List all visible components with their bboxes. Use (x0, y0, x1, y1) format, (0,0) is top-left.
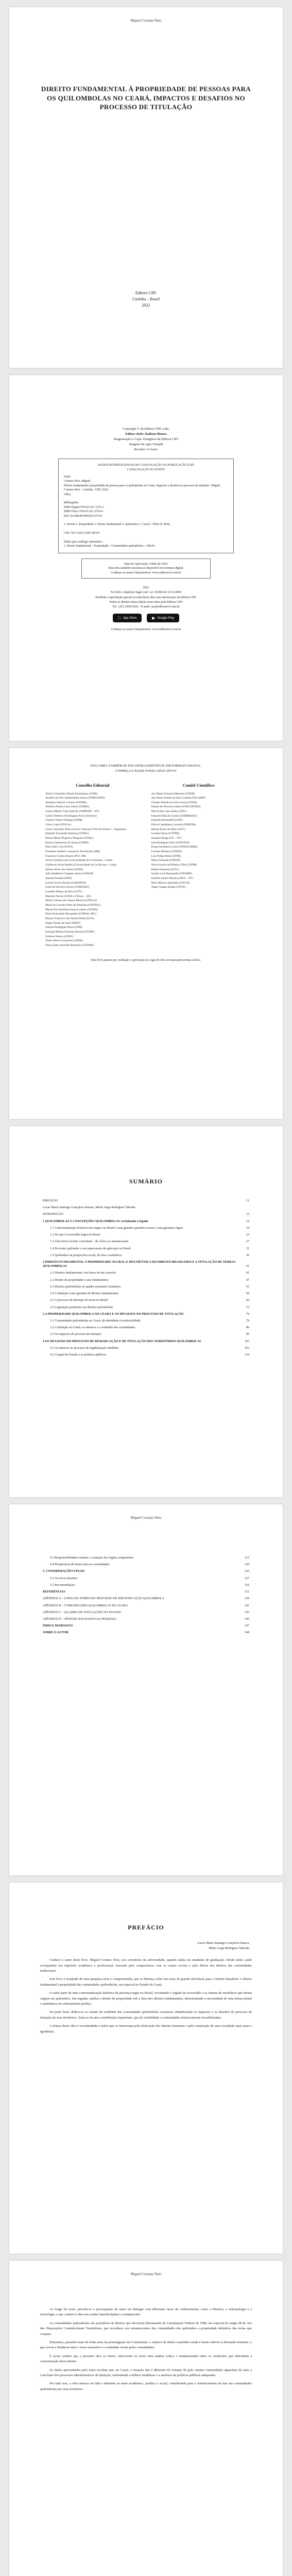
toc-entry-title: 3.3 Os impactos do processo de titulação (50, 1333, 101, 1336)
scientific-committee-heading: Comitê Científico: (182, 783, 215, 788)
peer-review-note: Este livro passou por avaliação e aprovação às cegas de dois ou mais pareceristas ad hoc. (91, 959, 201, 962)
toc-entry-page: 145 (244, 1617, 249, 1621)
editorial-member: Maria Cristina dos Santos Bezerra (UFSCar) (45, 899, 97, 903)
paragraph: Entretanto, passados mais de trinta anos da promulgação da Constituição, o número de títulos expedidos ainda é muito inferior à demanda existente, o que revela a distância entre o texto normativo e a realidade vivida pelas comunidades. (40, 2340, 252, 2350)
council-columns (45, 783, 247, 948)
toc-entry-title: PREFÁCIO (43, 1199, 58, 1202)
editorial-member: Gloria Fariñas León (Universidade de La Havana – Cuba) (45, 859, 112, 862)
scientific-member: Sandro Luiz Bazzanella (UNIARP) (151, 872, 192, 876)
toc-entry-title: 1.2 Do que é escravidão negra no Brasil (50, 1233, 100, 1237)
toc-entry[interactable] (43, 1298, 249, 1302)
toc-entry-page: 41 (246, 1272, 249, 1275)
toc-entry-title: 4.4 Perspectivas de futuro para as comunidades (50, 1563, 110, 1567)
toc-entry-title: 1.1 Contextualização histórica dos negros no Brasil e suas grandes questões sociais e suas garantias legais (50, 1226, 183, 1230)
contact-line: Conheça os nossos lançamentos: www.editoracrv.com.br (111, 628, 181, 632)
toc-entry-page: 27 (246, 1240, 249, 1244)
toc-entry-title: 5.2 Recomendações (50, 1583, 75, 1587)
toc-entry[interactable] (43, 1353, 249, 1357)
toc-entry-title: 4.3 Responsabilidades estatais e a atuação dos órgãos competentes (50, 1556, 134, 1560)
scientific-member: Oscar Soares de Pinheiro Filho (UFPR) (151, 863, 197, 867)
toc-entry-title: APÊNDICE A – LINHA DO TEMPO DO PROCESSO DE IDENTIFICAÇÃO QUILOMBOLA (43, 1597, 164, 1601)
toc-list-continued (43, 1556, 249, 1635)
editorial-member: Jailson Alves dos Santos (UFRJ) (45, 868, 83, 871)
toc-entry-title: 2.6 Legislação pertinente aos direitos quilombolas (50, 1306, 113, 1309)
scientific-member: Eduardo Biacchi Gomes (UNIBRASIL) (151, 814, 198, 818)
scientific-member: Deivid Alex dos Santos (UEL) (151, 810, 187, 814)
toc-entry-title: 2.2 Direito de propriedade e seus fundamentos (50, 1278, 109, 1282)
editorial-council-column (45, 783, 141, 948)
editorial-member: Francisco Carlos Duarte (PUC-PR) (45, 854, 87, 858)
editorial-member: Fernando Antônio Gonçalves Alcoforado (IPB) (45, 850, 100, 854)
toc-entry[interactable] (43, 1604, 249, 1608)
paragraph: O autor parte de uma contextualização histórica da presença negra no Brasil, revisitando o legado da escravidão e as formas de resistência que deram origem aos quilombos. Em seguida, analisa o direito de propriedade sob a ótica dos direitos fundamentais, demonstrando a necessidade de uma leitura plural e multiétnica do ordenamento jurídico. (40, 1991, 252, 2006)
app-store-badge[interactable] (113, 614, 142, 622)
toc-entry-page: 148 (244, 1631, 249, 1635)
toc-entry-page: 143 (244, 1611, 249, 1614)
editorial-member: Elione Maria Nogueira Diogenes (UFAL) (45, 837, 94, 840)
editorial-member: Celso Conti (UFSCar) (45, 823, 72, 827)
toc-entry[interactable] (43, 1577, 249, 1581)
scientific-committee-column (151, 783, 247, 948)
editorial-member: Carlos Federico Dominguez Avila (Unieuro) (45, 814, 97, 818)
toc-entry[interactable] (43, 1597, 249, 1601)
editorial-member: Guillermo Arias Beatón (Universidade de La Havana – Cuba) (45, 863, 117, 867)
toc-entry-page: 60 (246, 1292, 249, 1296)
revision-line: Revisão: O Autor (134, 448, 158, 452)
copyright-block (9, 427, 283, 452)
scientific-member: Luiz Felipe Mota (UFPB) (151, 854, 181, 858)
editorial-member: Carmen Tereza Velanga (UNIR) (45, 819, 82, 822)
editorial-member: Maria Lília Imbiriba Sousa Colares (UFOPA) (45, 908, 98, 911)
paragraph: Na parte final, dedica-se ao estudo da realidade das comunidades quilombolas cearenses, identificando os impactos e os desafios do processo de titulação de seus territórios. Trata-se de uma contribuição importante, que dá visibilidade a comunidades historicamente invisibilizadas. (40, 2010, 252, 2020)
toc-entry-page: 115 (245, 1556, 249, 1560)
apple-icon (118, 616, 121, 620)
paragraph: Por tudo isso, a obra merece ser lida e debatida no meio acadêmico, jurídico e social, contribuindo para o fortalecimento da luta das comunidades quilombolas por seus territórios. (40, 2382, 252, 2391)
year: 2022 (142, 303, 150, 308)
toc-page (9, 1126, 283, 1497)
toc-entry[interactable] (43, 1212, 249, 1216)
toc-entry-title: 4.1 Os entraves no processo de regularização fundiária (50, 1346, 119, 1350)
editorial-member: Josania Portela (UFPI) (45, 876, 72, 880)
scientific-member: Helena Esser dos Reis (UFG) (151, 827, 185, 831)
toc-entry[interactable] (43, 1340, 249, 1344)
toc-entry-page: 72 (246, 1306, 249, 1309)
approval-box: Data de Aprovação: Junho de 2022 Esta obra também encontra-se disponível em formato digital. Conheça os nossos lançamentos: www.editoracrv.com.br (81, 558, 211, 579)
toc-entry[interactable] (43, 1590, 249, 1594)
preface-page-2 (9, 2261, 283, 2576)
editorial-member: Elizeu Clementino de Souza (UNEB) (45, 841, 89, 844)
toc-entry[interactable] (43, 1253, 249, 1258)
editorial-member: Maria de Lourdes Pinto de Almeida (UNOESC) (45, 903, 101, 907)
toc-entry-page: 53 (246, 1285, 249, 1289)
editorial-member: Renato Francisco dos Santos Paula (UFG) (45, 917, 94, 920)
google-play-badge[interactable] (147, 614, 179, 622)
scientific-member: Ana Maria Ferreira Menezes (UNEB) (151, 792, 195, 795)
toc-entry-page: 129 (244, 1583, 249, 1587)
paragraph: Ao longo do texto, percebe-se a preocupação do autor em dialogar com diferentes áreas do conhecimento, como a História, a Antropologia e a Sociologia, o que confere à obra um caráter interdisciplinar e enriquecedor. (40, 2308, 252, 2317)
running-head: Miguel Coriano Neto (130, 2272, 162, 2276)
editor-line: Editor-chefe: Railson Moura (125, 432, 167, 436)
toc-entry-title: APÊNDICE B – COMUNIDADES QUILOMBOLAS NO CEARÁ (43, 1604, 128, 1607)
editorial-member: Sérgio Nunes de Jesus (IFRO) (45, 921, 80, 925)
toc-entry[interactable] (43, 1617, 249, 1621)
toc-entry-title: ÍNDICE REMISSIVO (43, 1624, 73, 1628)
toc-entry-title: 2.5 O processo de titulação de terras no Brasil (50, 1299, 108, 1302)
editorial-member: Andréia da Silva Quintanilha Sousa (UNIR/UFRN) (45, 796, 105, 800)
editorial-member: Paulo Romualdo Hernandes (UNIFAL-MG) (45, 912, 96, 916)
toc-entry-title: SOBRE O AUTOR (43, 1631, 69, 1635)
toc-entry[interactable] (43, 1346, 249, 1350)
toc-list (43, 1199, 249, 1357)
toc-entry-page: 19 (246, 1219, 249, 1223)
app-store-label: App Store (121, 616, 135, 620)
running-head: Miguel Coriano Neto (130, 19, 162, 23)
cataloging-box (58, 459, 234, 553)
editorial-member: Carlos Alberto Vilar Estêvão (UMINHO – PT) (45, 810, 99, 814)
editorial-member: Leonel Severo Rocha (UNISINOS) (45, 881, 87, 885)
toc-entry[interactable] (43, 1563, 249, 1567)
toc-entry-page: 19 (246, 1226, 249, 1230)
editorial-member: Tania Suely Azevedo Brasileiro (UFOPA) (45, 943, 94, 947)
toc-entry-page: 103 (244, 1340, 249, 1343)
toc-entry[interactable] (43, 1199, 249, 1203)
toc-entry-title: 3.1 Comunidades quilombolas no Ceará: da identidade à territorialidade (50, 1319, 141, 1323)
app-store-row (9, 614, 283, 622)
toc-entry[interactable] (43, 1611, 249, 1615)
book-title: DIREITO FUNDAMENTAL À PROPRIEDADE DE PESSOAS PARA OS QUILOMBOLAS NO CEARÁ, IMPACTOS E DESAFIOS NO PROCESSO DE TITULAÇÃO (41, 85, 251, 111)
toc-entry[interactable] (43, 1332, 249, 1336)
editorial-member: Lídia de Oliveira Xavier (UNIEURO) (45, 886, 90, 889)
toc-entry-title: REFERÊNCIAS (43, 1590, 65, 1594)
toc-entry[interactable] (43, 1240, 249, 1244)
toc-entry-page: 86 (246, 1326, 249, 1330)
toc-entry-title: 1.4 Do termo quilombo e sua repercussão de aplicação no Brasil (50, 1247, 131, 1250)
toc-entry-title: 1 QUILOMBOLAS E CONCEPÇÕES QUILOMBOLAS: revisitando o legado (43, 1219, 148, 1223)
toc-entry-page: 141 (244, 1604, 249, 1607)
editorial-member: Simone Rodrigues Pinto (UNB) (45, 926, 82, 929)
editorial-member: Solange Helena Ximenes-Rocha (UFOPA) (45, 930, 95, 934)
toc-entry-page: 125 (244, 1570, 249, 1573)
editorial-member: Élsio José Corá (UFFS) (45, 845, 73, 849)
scientific-member: Luciana Miliano (UNESP) (151, 850, 182, 854)
toc-entry[interactable] (43, 1226, 249, 1230)
copyright-line: Copyright © da Editora CRV Ltda. (123, 427, 169, 431)
toc-entry-page: 103 (244, 1346, 249, 1350)
toc-entry[interactable] (43, 1569, 249, 1573)
toc-entry-title: 5.1 Os novos desafios (50, 1577, 78, 1580)
editorial-council-list (45, 792, 141, 948)
editorial-member: Eduardo Fernandes Barbosa (UFMG) (45, 832, 89, 836)
preface-body-2 (40, 2307, 252, 2392)
toc-entry[interactable] (43, 1278, 249, 1282)
toc-entry-page: 47 (246, 1278, 249, 1282)
toc-entry-page: 31 (246, 1247, 249, 1250)
council-intro: ESTA OBRA TAMBÉM SE ENCONTRA DISPONÍVEL EM FORMATO DIGITAL. CONHEÇA E BAIXE NOSSO APLICATIVO! (90, 764, 202, 773)
editorial-member: Sydione Santos (UEPG) (45, 935, 74, 938)
toc-entry-page: 11 (246, 1199, 249, 1202)
toc-entry-title: 2.3 Direitos quilombolas no quadro normativo brasileiro (50, 1285, 121, 1289)
title-page (9, 7, 283, 368)
toc-entry-title: 1.5 Quilombos na perspectiva social, de luta e resistência (50, 1253, 122, 1257)
toc-entry-title: 2.1 Direitos fundamentais: em busca de um conceito (50, 1272, 116, 1275)
toc-entry-title: 2.4 A titulação como garantia de direitos fundamentais (50, 1292, 119, 1296)
toc-entry-page: 95 (246, 1333, 249, 1336)
paragraph: Este livro é resultado de uma pesquisa séria e comprometida, que se debruça sobre um tema de grande relevância para o Direito brasileiro: o direito fundamental à propriedade das comunidades quilombolas, em especial no Estado do Ceará. (40, 1977, 252, 1987)
cataloging-title: DADOS INTERNACIONAIS DE CATALOGAÇÃO NA PUBLICAÇÃO (CIP) CATALOGAÇÃO NA FONTE (98, 464, 194, 471)
toc-entry[interactable] (43, 1206, 249, 1210)
toc-entry-page: 41 (246, 1265, 249, 1268)
imprint (9, 290, 283, 309)
legal-deposit-text: 2022 Foi feito o depósito legal conf. Lei 10.994 de 14/12/2004 Proibida a reprodução parcial ou total desta obra sem autorização da Editora CRV Todos os direitos desta edição reservados pela Editora CRV Tel.: (41) 3039-6418 – E-mail: sac@editoracrv.com.br (95, 586, 197, 609)
toc-entry[interactable] (43, 1583, 249, 1587)
toc-entry[interactable] (43, 1247, 249, 1251)
paragraph: Conheci o autor deste livro, Miguel Coriano Neto, nos corredores da universidade, quando ainda era estudante de graduação. Desde então, pude acompanhar sua trajetória acadêmica e profissional, marcada pelo compromisso com as causas sociais e pela defesa dos direitos das comunidades tradicionais. (40, 1958, 252, 1973)
toc-entry-title: 3.2 A titulação no Ceará: os números e a realidade das comunidades (50, 1326, 135, 1330)
toc-entry-page: 79 (246, 1312, 249, 1316)
editorial-member: Tadeu Oliver Gonçalves (UFPA) (45, 939, 83, 943)
preface-body (40, 1958, 252, 2035)
toc-entry-page: 66 (246, 1299, 249, 1302)
toc-entry-page: 131 (244, 1590, 249, 1594)
editorial-member: Lourdes Helena da Silva (UFV) (45, 890, 82, 893)
editorial-member: João Adalberto Campato Junior (UNESP) (45, 872, 94, 876)
scientific-member: Serafim Santos Moreira (PUC – PT) (151, 876, 194, 880)
paragraph: As comunidades quilombolas são portadoras de direitos que decorrem diretamente da Constituição Federal de 1988, em especial do artigo 68 do Ato das Disposições Constitucionais Transitórias, que reconhece aos remanescentes das comunidades dos quilombos a propriedade definitiva das terras que ocupam. (40, 2321, 252, 2336)
toc-entry-page: 79 (246, 1319, 249, 1323)
preface-page (9, 1883, 283, 2253)
toc-entry-page: 139 (244, 1597, 249, 1601)
toc-entry-title: 1.3 Uma breve revisão conceitual – da África ao remanescente (50, 1240, 129, 1244)
publisher: Editora CRV (135, 291, 157, 295)
running-head: Miguel Coriano Neto (130, 1516, 162, 1520)
toc-entry[interactable] (43, 1233, 249, 1237)
toc-entry-page: 110 (245, 1353, 249, 1357)
editorial-member: Antônio Pereira Gaio Júnior (UFRRJ) (45, 805, 90, 809)
scientific-member: Joaquim Braga (UC – PT) (151, 837, 182, 840)
toc-entry-title: APÊNDICE C – QUADRO DE TITULAÇÕES NO ESTADO (43, 1611, 121, 1614)
toc-title: SUMÁRIO (129, 1178, 163, 1185)
toc-entry-page: 23 (246, 1233, 249, 1237)
scientific-member: Tiago Chagas Araújo (UFCE) (151, 886, 186, 889)
google-play-label: Google Play (156, 616, 173, 620)
scientific-committee-list (151, 792, 247, 890)
toc-entry-page: 36 (246, 1253, 249, 1257)
toc-entry-page: 147 (244, 1624, 249, 1628)
toc-entry[interactable] (43, 1260, 249, 1268)
toc-entry[interactable] (43, 1312, 249, 1316)
scientific-member: Eduardo Romanelli (UFJF) (151, 819, 183, 822)
toc-entry[interactable] (43, 1271, 249, 1275)
scientific-member: Sério Marcos Agostinho (UFGD) (151, 881, 190, 885)
toc-entry[interactable] (43, 1624, 249, 1628)
scientific-member: Daniel de Oliveira Gomes (UNICENTRO) (151, 805, 201, 809)
toc-entry[interactable] (43, 1219, 249, 1224)
paragraph: A leitura desta obra é recomendada a todos que se interessam pela efetivação dos direitos humanos e pela construção de uma sociedade mais justa e igualitária. (40, 2024, 252, 2033)
scientific-member: Ivonélio Bonn (UTFPR) (151, 832, 180, 836)
toc-entry-title: 2 DIREITO FUNDAMENTAL À PROPRIEDADE: PLURAL E MULTIÉTNICA DO DIREITO BRASILEIRO E A TITULAÇÃO DE TERRAS QUILOMBOLAS (43, 1260, 236, 1268)
toc-entry-title: 4 OS DESAFIOS DO PROCESSO DE DEMARCAÇÃO E DE TITULAÇÃO DOS TERRITÓRIOS QUILOMBOLAS (43, 1340, 201, 1343)
editorial-member: Anselmo Alencar Colares (UFOPA) (45, 801, 87, 804)
cover-image-line: Imagem da capa: Freepik (129, 443, 163, 447)
toc-entry-page: 127 (244, 1577, 249, 1580)
paragraph: É nesse cenário que a presente obra se insere, oferecendo ao leitor uma análise crítica e fundamentada sobre os obstáculos que dificultam a concretização desse direito. (40, 2354, 252, 2364)
toc-entry[interactable] (43, 1631, 249, 1635)
copyright-page (9, 375, 283, 741)
toc-entry-page: 120 (244, 1563, 249, 1567)
toc-entry-title: Lucas Maria Santiago Gonçalves Ramos, Mário Jorge Rodrigues Taborda (43, 1206, 135, 1210)
toc-entry-page: 15 (246, 1213, 249, 1216)
scientific-member: Kinga Alcântara Cyran (UNIFACIDER) (151, 845, 198, 849)
play-icon: ▶ (150, 616, 154, 621)
scientific-member: Maria Almeida (UNESP) (151, 859, 181, 862)
scientific-member: Ana Paula Jardim da Silva Guedes (FACAMP) (151, 796, 205, 800)
scientific-member: Flávia Castellanos Lacerda (UNIFOR) (151, 823, 196, 827)
toc-entry-title: APÊNDICE D – SÍNTESE DOS DADOS DA PESQUISA (43, 1617, 117, 1621)
scientific-member: Rafael Junqueira (UFG) (151, 868, 179, 871)
editorial-member: Marcelo Paixão (UFRJ e UTexas – US) (45, 894, 91, 898)
paragraph: Os dados apresentados pelo autor revelam que, no Ceará, a situação não é diferente do restante do país: muitas comunidades aguardam há anos a conclusão dos processos administrativos de titulação, enfrentando conflitos fundiários e a ausência de políticas públicas adequadas. (40, 2368, 252, 2377)
toc-entry-title: 5. CONSIDERAÇÕES FINAIS (43, 1570, 85, 1573)
toc-entry-title: 4.2 O papel do Estado e as políticas públicas (50, 1353, 106, 1357)
toc-entry[interactable] (43, 1556, 249, 1560)
toc-entry-title: 3 A PROPRIEDADE QUILOMBOLA NO CEARÁ E OS DESAFIOS NO PROCESSO DE TITULAÇÃO (43, 1312, 184, 1316)
council-page (9, 748, 283, 1119)
scientific-member: José Rodrigues Neto (UNIVASF) (151, 841, 190, 844)
toc-entry-title: INTRODUÇÃO (43, 1213, 64, 1216)
toc-entry[interactable] (43, 1326, 249, 1330)
scientific-member: Charles Alfredo da Silva Souza (UFPA) (151, 801, 197, 804)
design-line: Diagramação e Capa: Designers da Editora CRV (113, 437, 179, 442)
editorial-member: Cesar Gerónimo Tello (Univer. Nacional Três de Febrero – Argentina) (45, 827, 126, 831)
toc-entry[interactable] (43, 1306, 249, 1310)
preface-title: PREFÁCIO (128, 1924, 164, 1931)
editorial-member: Aldira Guimarães Duarte Domínguez (UNB) (45, 792, 97, 795)
toc-entry[interactable] (43, 1292, 249, 1296)
preface-authors: Lucas Maria Santiago Gonçalves Ramos Mário Jorge Rodrigues Taborda (197, 1941, 249, 1950)
cataloging-body: N469 Coriano Neto, Miguel. Direito fundamental à propriedade de pessoas para os quilombolas no Ceará, impactos e desafios no processo de titulação / Miguel Coriano Neto – Curitiba : CRV, 2022. 148 p. Bibliografia ISBN Digital 978-65-251-3375-1 ISBN Físico 978-65-251-3374-4 DOI 10.24824/978652513374.4 1. Direito 2. Propriedade 3. Direito fundamental 4. Quilombos 5. Ceará I. Título II. Série. CDU 347.2 (81) CDD 346.04 Índice para catálogo sistemático 1. Direito fundamental – Propriedade – Comunidades quilombolas – 346.04 (64, 476, 220, 548)
editorial-council-heading: Conselho Editorial: (76, 783, 111, 788)
toc-entry[interactable] (43, 1285, 249, 1289)
toc-page-continued (9, 1504, 283, 1875)
city: Curitiba – Brasil (132, 297, 160, 301)
toc-entry[interactable] (43, 1319, 249, 1323)
